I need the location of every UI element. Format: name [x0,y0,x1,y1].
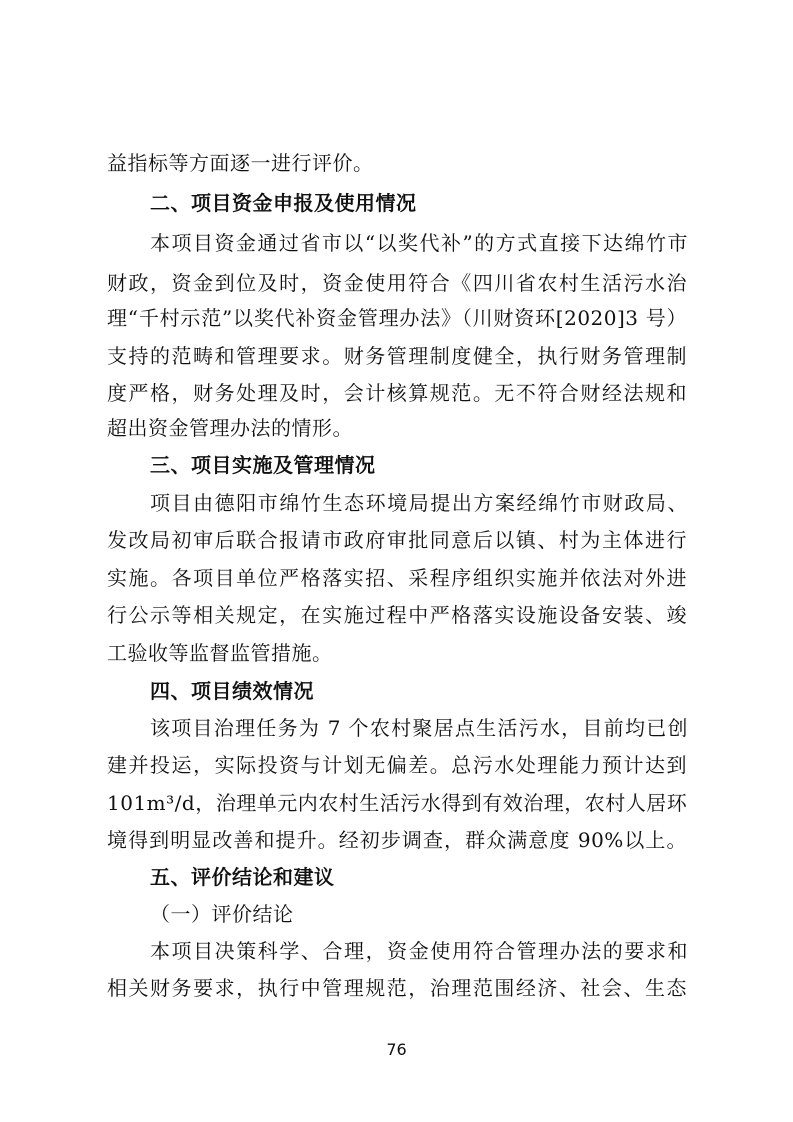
paragraph-line: 实施。各项目单位严格落实招、采程序组织实施并依法对外进 [107,566,687,590]
paragraph-line: 行公示等相关规定，在实施过程中严格落实设施设备安装、竣 [107,603,687,627]
paragraph-line: 境得到明显改善和提升。经初步调查，群众满意度 90%以上。 [107,828,687,852]
section-heading-implementation: 三、项目实施及管理情况 [150,453,376,477]
paragraph-line: 支持的范畴和管理要求。财务管理制度健全，执行财务管理制 [107,344,687,368]
section-heading-funding: 二、项目资金申报及使用情况 [150,191,417,215]
paragraph-line: 超出资金管理办法的情形。 [107,416,353,440]
paragraph-line: 财政，资金到位及时，资金使用符合《四川省农村生活污水治 [107,271,687,295]
paragraph-line: 工验收等监督监管措施。 [107,641,333,665]
paragraph-line: 项目由德阳市绵竹生态环境局提出方案经绵竹市财政局、 [150,491,688,515]
paragraph-line: 理“千村示范”以奖代补资金管理办法》（川财资环[2020]3 号） [107,306,687,330]
section-heading-performance: 四、项目绩效情况 [150,679,314,703]
paragraph-line: 发改局初审后联合报请市政府审批同意后以镇、村为主体进行 [107,528,687,552]
paragraph-line: 本项目决策科学、合理，资金使用符合管理办法的要求和 [150,939,688,963]
paragraph-line: 101m³/d，治理单元内农村生活污水得到有效治理，农村人居环 [107,791,688,815]
paragraph-line: 建并投运，实际投资与计划无偏差。总污水处理能力预计达到 [107,753,687,777]
section-heading-conclusion: 五、评价结论和建议 [150,865,335,889]
paragraph-line: 本项目资金通过省市以“以奖代补”的方式直接下达绵竹市 [150,231,688,255]
paragraph-line: 相关财务要求，执行中管理规范，治理范围经济、社会、生态 [107,976,687,1000]
paragraph-line: 度严格，财务处理及时，会计核算规范。无不符合财经法规和 [107,381,687,405]
paragraph-line: 该项目治理任务为 7 个农村聚居点生活污水，目前均已创 [150,716,688,740]
subsection-heading-evaluation: （一）评价结论 [150,902,294,926]
paragraph-line: 益指标等方面逐一进行评价。 [107,151,374,175]
page-number: 76 [386,1040,407,1059]
